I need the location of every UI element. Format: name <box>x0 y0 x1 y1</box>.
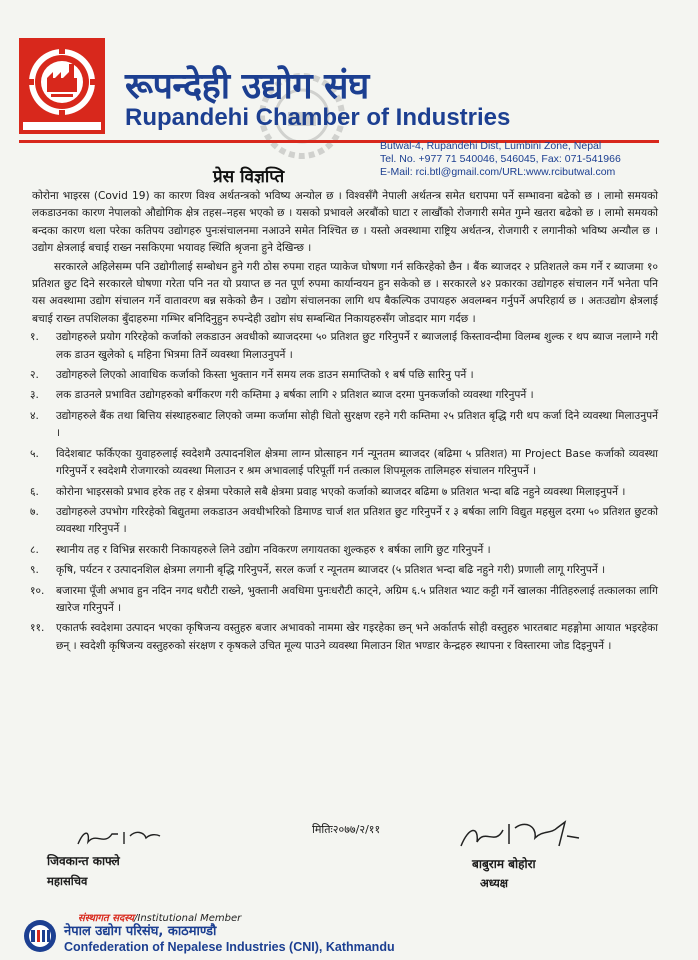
item-number: ४. <box>30 409 39 422</box>
signature-scribble-icon <box>74 826 164 850</box>
item-text: कोरोना भाइरसको प्रभाव हरेक तह र क्षेत्रमा परेकाले सबै क्षेत्रमा प्रवाह भएको कर्जाको ब्याजदर बढिमा ७ प्रतिशत भन्दा बढि नहुने व्यवस्था मिलाइनुपर्ने । <box>56 485 626 498</box>
item-number: ११. <box>30 622 45 635</box>
item-number: ६. <box>30 485 39 498</box>
demand-item <box>30 542 658 559</box>
signatory-name-left: जिवकान्त काफ्ले <box>47 854 120 868</box>
cni-name-nepali: नेपाल उद्योग परिसंघ, काठमाण्डौ <box>64 924 217 939</box>
paragraph-1: कोरोना भाइरस (Covid 19) का कारण विश्व अर्थतन्त्रको भविष्य अन्योल छ । विश्वसँगै नेपाली अर्थतन्त्र समेत धरापमा पर्ने सम्भावना बढेको छ । लामो समयको लकडाउनका कारण नेपालको औद्योगिक क्षेत्र तहस–नहस भएको छ । यसको प्रभावले अरबौंको घाटा र लाखौंको रोजगारी समेत गुम्ने खतरा बढेको छ । लामो समयको बन्दका कारण थला परेका कतिपय उद्योगहरु पुनःसंचालनमा नआउने समेत निश्चित छ । यस्तो अवस्थामा राष्ट्रिय अर्थतन्त्र, रोजगारी र लगानीको भविष्य अन्यौल छ । उद्योग क्षेत्रलाई बचाई राख्न नसकिएमा भयावह स्थिति श्रृजना हुने देखिन्छ । <box>32 190 658 255</box>
signature-scribble-icon <box>455 816 585 856</box>
item-number: १. <box>30 331 39 344</box>
item-number: ५. <box>30 447 39 460</box>
item-number: २. <box>30 369 39 382</box>
tel-line: Tel. No. +977 71 540046, 546045, Fax: 071-541966 <box>380 153 621 165</box>
item-text: उद्योगहरुले उपभोग गरिरहेको बिद्युतमा लकडाउन अवधीभरिको डिमाण्ड चार्ज शत प्रतिशत छुट गरिनुपर्ने र ३ बर्षका लागि विद्युत महसुल दरमा ५० प्रतिशत छुटको व्यवस्था गरिनुपर्ने । <box>56 505 658 536</box>
demand-item <box>30 387 658 404</box>
member-label-english: /Institutional Member <box>134 913 242 924</box>
document-title: प्रेस विज्ञप्ति <box>213 167 285 187</box>
item-text: एकातर्फ स्वदेशमा उत्पादन भएका कृषिजन्य वस्तुहरु बजार अभावको नाममा खेर गइरहेका छन् भने अर्कातर्फ सोही वस्तुहरु भारतबाट महङ्गोमा आयात भइरहेका छन् । स्वदेशी कृषिजन्य वस्तुहरुको संरक्षण र कृषकले उचित मूल्य पाउने व्यवस्था मिलाउन शित भण्डार केन्द्रहरु स्थापना र विस्तारमा जोड दिइनुपर्ने । <box>56 622 658 652</box>
item-text: उद्योगहरुले प्रयोग गरिरहेको कर्जाको लकडाउन अवधीको ब्याजदरमा ५० प्रतिशत छुट गरिनुपर्ने र ब्याजलाई किस्तावन्दीमा विलम्ब शुल्क र थप ब्याज नलाग्ने गरी लक डाउन खुलेको ६ महिना भित्रमा तिर्ने व्यवस्था मिलाउनुपर्ने । <box>56 331 658 361</box>
item-number: ९. <box>30 564 39 577</box>
item-text: बजारमा पूँजी अभाव हुन नदिन नगद धरौटी राख्ने, भुक्तानी अवधिमा पुनःधरौटी काट्ने, अग्रिम ६.५ प्रतिशत भ्याट कट्टी गर्ने खालका नीतिहरुलाई तत्कालका लागि खारेज गरिनुपर्ने । <box>56 584 658 614</box>
item-text: लक डाउनले प्रभावित उद्योगहरुको बर्गीकरण गरी कम्तिमा ३ बर्षका लागि २ प्रतिशत ब्याज दरमा पुनकर्जाको व्यवस्था गरिनुपर्ने । <box>56 389 534 402</box>
item-text: कृषि, पर्यटन र उत्पादनशिल क्षेत्रमा लगानी बृद्धि गरिनुपर्ने, सरल कर्जा र न्यूनतम ब्याजदर (५ प्रतिशत भन्दा बढि नहुने गरी) प्रणाली लागू गरिनुपर्ने । <box>56 564 606 577</box>
org-name-nepali: रूपन्देही उद्योग संघ <box>125 66 369 107</box>
item-text: उद्योगहरुले बैंक तथा बित्तिय संस्थाहरुबाट लिएको जम्मा कर्जामा सोही धितो सुरक्षण रहने गरी कम्तिमा २५ प्रतिशत बृद्धि गरी थप कर्जा दिने व्यवस्था मिलाउनुपर्ने । <box>56 409 658 440</box>
demand-item <box>30 329 658 364</box>
cni-name-english: Confederation of Nepalese Industries (CNI), Kathmandu <box>64 940 395 954</box>
demand-item <box>30 484 658 501</box>
item-number: ३. <box>30 389 39 402</box>
email-line: E-Mail: rci.btl@gmail.com/URL:www.rcibutwal.com <box>380 166 616 178</box>
signatory-role-right: अध्यक्ष <box>480 876 509 890</box>
item-number: ७. <box>30 505 39 518</box>
demand-item <box>30 408 658 443</box>
contact-info <box>380 140 680 179</box>
member-label-nepali: संस्थागत सदस्य <box>78 913 135 924</box>
factory-gear-logo-icon <box>19 38 105 134</box>
cni-logo-icon <box>20 918 60 954</box>
demand-item <box>30 504 658 539</box>
item-text: उद्योगहरुले लिएको आवाधिक कर्जाको किस्ता भुक्तान गर्ने समय लक डाउन समाप्तिको १ बर्ष पछि सारिनु पर्ने । <box>56 369 474 382</box>
demand-item <box>30 620 658 655</box>
signatory-name-right: बाबुराम बोहोरा <box>472 857 536 871</box>
org-name-english: Rupandehi Chamber of Industries <box>125 104 511 131</box>
item-text: स्थानीय तह र विभिन्न सरकारी निकायहरुले लिने उद्योग नविकरण लगायतका शुल्कहरु १ बर्षका लागि छुट गरिनुपर्ने । <box>56 543 491 556</box>
address-line: Butwal-4, Rupandehi Dist, Lumbini Zone, Nepal <box>380 140 602 152</box>
item-text: विदेशबाट फर्किएका युवाहरुलाई स्वदेशमै उत्पादनशिल क्षेत्रमा लाग्न प्रोत्साहन गर्न न्यूनतम ब्याजदर (बढिमा ५ प्रतिशत) मा Project Base कर्जाको व्यवस्था गरिनुपर्ने र स्वदेशमै रोजगारको व्यवस्था मिलाउन र श्रम अभावलाई परिपूर्ती गर्न तत्काल शिपमूलक तालिमहरु संचालन गरिनुपर्ने । <box>56 447 658 478</box>
demand-item <box>30 562 658 579</box>
demand-item <box>30 583 658 618</box>
item-number: ८. <box>30 543 39 556</box>
document-date: मितिः२०७७/२/११ <box>312 823 381 836</box>
demand-item <box>30 446 658 481</box>
document-body <box>32 188 658 658</box>
item-number: १०. <box>30 584 45 597</box>
paragraph-2: सरकारले अहिलेसम्म पनि उद्योगीलाई सम्बोधन हुने गरी ठोस रुपमा राहत प्याकेज घोषणा गर्न सकिरहेको छैन । बैंक ब्याजदर २ प्रतिशतले कम गर्ने र ब्याजमा १० प्रतिशत छुट दिने सरकारले घोषणा गरेता पनि नत यो प्रयाप्त छ नत पूर्ण रुपमा कार्यान्वयन हुन सकेको छ । सरकारले ४२ प्रकारका उद्योगहरु संचालन गर्ने भनेता पनि यस अवस्थामा उद्योग संचालन गर्ने वातावरण बन्न सकेको छैन । उद्योग संचालनका लागि थप बैकल्पिक उपायहरु अवलम्बन गर्नुपर्ने अपरिहार्य छ । अतःउद्योग क्षेत्रलाई बचाई राख्न तपशिलका बुँदाहरुमा गम्भिर बनिदिनुहुन रुपन्देही उद्योग संघ सम्बन्धित निकायहरुसँग जोडदार माग गर्दछ । <box>32 260 658 325</box>
signatory-role-left: महासचिव <box>47 874 88 888</box>
demand-item <box>30 367 658 384</box>
